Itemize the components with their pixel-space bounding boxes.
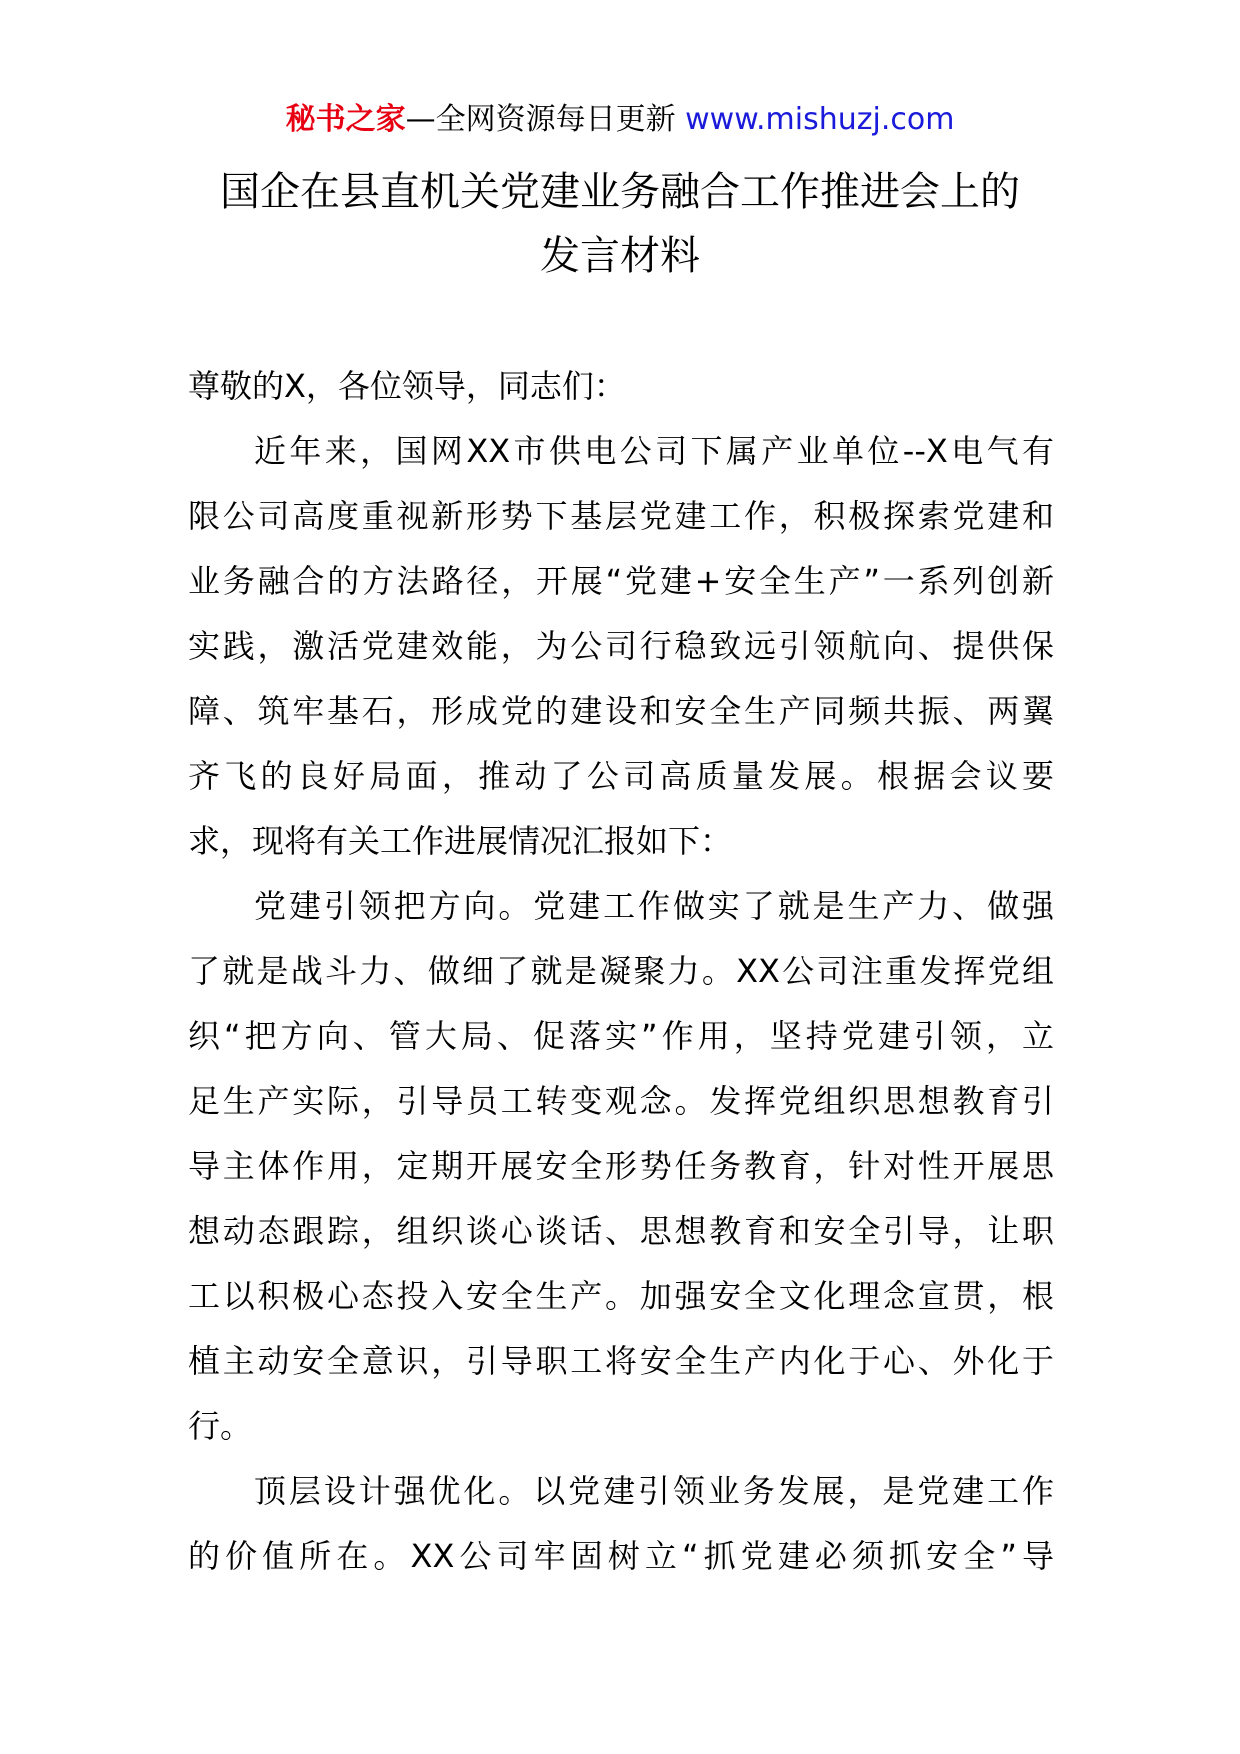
paragraph-line: 了就是战斗力、做细了就是凝聚力。XX公司注重发挥党组 (188, 952, 1054, 990)
document-title (0, 160, 1240, 288)
paragraph-line: 限公司高度重视新形势下基层党建工作，积极探索党建和 (188, 497, 1054, 535)
title-line-2: 发言材料 (540, 233, 700, 279)
paragraph-line: 业务融合的方法路径，开展“党建+安全生产”一系列创新 (188, 562, 1054, 600)
site-header (0, 100, 1240, 140)
website-link[interactable]: www.mishuzj.com (685, 102, 955, 137)
paragraph-line: 障、筑牢基石，形成党的建设和安全生产同频共振、两翼 (188, 692, 1054, 730)
paragraph-line: 齐飞的良好局面，推动了公司高质量发展。根据会议要 (188, 757, 1054, 795)
paragraph-line: 顶层设计强优化。以党建引领业务发展，是党建工作 (254, 1472, 1054, 1510)
salutation: 尊敬的X，各位领导，同志们： (188, 367, 626, 405)
paragraph-line: 的价值所在。XX公司牢固树立“抓党建必须抓安全”导 (188, 1537, 1054, 1575)
brand-name: 秘书之家 (285, 102, 406, 137)
paragraph-line: 行。 (188, 1407, 253, 1445)
title-line-1: 国企在县直机关党建业务融合工作推进会上的 (220, 169, 1020, 215)
paragraph-line: 近年来，国网XX市供电公司下属产业单位--X电气有 (254, 432, 1054, 470)
document-body (188, 354, 1054, 1589)
paragraph-line: 导主体作用，定期开展安全形势任务教育，针对性开展思 (188, 1147, 1054, 1185)
header-tagline: —全网资源每日更新 (405, 102, 676, 137)
paragraph-line: 足生产实际，引导员工转变观念。发挥党组织思想教育引 (188, 1082, 1054, 1120)
paragraph-line: 工以积极心态投入安全生产。加强安全文化理念宣贯，根 (188, 1277, 1054, 1315)
paragraph-line: 实践，激活党建效能，为公司行稳致远引领航向、提供保 (188, 627, 1054, 665)
paragraph-line: 求，现将有关工作进展情况汇报如下： (188, 822, 733, 860)
paragraph-line: 植主动安全意识，引导职工将安全生产内化于心、外化于 (188, 1342, 1054, 1380)
paragraph-line: 党建引领把方向。党建工作做实了就是生产力、做强 (254, 887, 1054, 925)
paragraph-line: 想动态跟踪，组织谈心谈话、思想教育和安全引导，让职 (188, 1212, 1054, 1250)
paragraph-line: 织“把方向、管大局、促落实”作用，坚持党建引领，立 (188, 1017, 1054, 1055)
